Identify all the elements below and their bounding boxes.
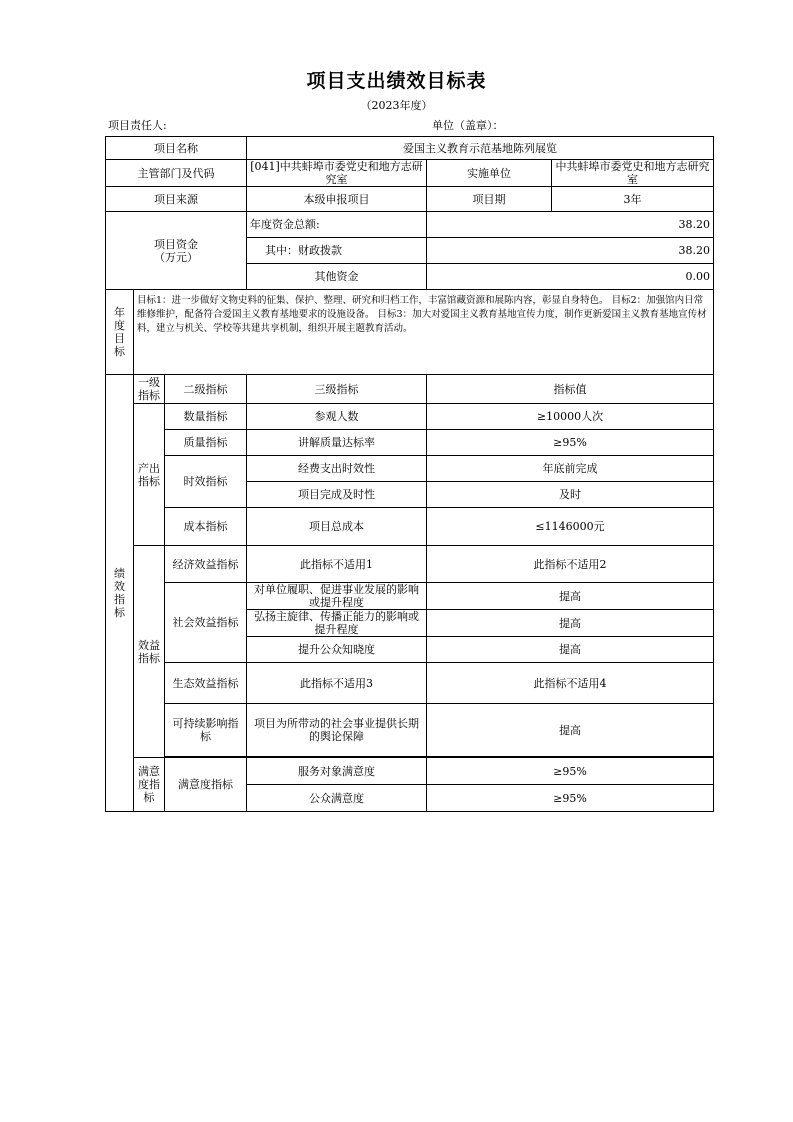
total-cost-name: 项目总成本 [247,508,427,546]
satisfaction-indicator-label: 满意度指标 [165,758,247,812]
performance-table [105,136,714,812]
source-label: 项目来源 [106,187,247,212]
funds-fiscal-label: 其中：财政拨款 [247,238,427,264]
ecological-indicator-label: 生态效益指标 [165,663,247,704]
spending-timeliness-value: 年底前完成 [427,456,714,482]
unit-stamp-label: 单位（盖章）： [432,119,504,132]
period-label: 项目期 [427,187,552,212]
dept-label: 主管部门及代码 [106,160,247,187]
benefit-indicators-label: 效益 指标 [134,546,165,758]
service-satisfaction-value: ≥95% [427,758,714,785]
social-3-name: 提升公众知晓度 [247,637,427,663]
impl-label: 实施单位 [427,160,552,187]
funds-total-value: 38.20 [427,212,714,238]
completion-timeliness-name: 项目完成及时性 [247,482,427,508]
completion-timeliness-value: 及时 [427,482,714,508]
funds-label: 项目资金 （万元） [106,212,247,290]
service-satisfaction-name: 服务对象满意度 [247,758,427,785]
header-value: 指标值 [427,375,714,404]
social-2-value: 提高 [427,610,714,637]
source-value: 本级申报项目 [247,187,427,212]
visitors-value: ≥10000人次 [427,404,714,430]
header-level3: 三级指标 [247,375,427,404]
ecological-name: 此指标不适用3 [247,663,427,704]
funds-total-label: 年度资金总额: [247,212,427,238]
sustain-name: 项目为所带动的社会事业提供长期的舆论保障 [247,704,427,757]
header-level2: 二级指标 [165,375,247,404]
quality-rate-name: 讲解质量达标率 [247,430,427,456]
ecological-value: 此指标不适用4 [427,663,714,704]
sustain-indicator-label: 可持续影响指标 [165,704,247,757]
page-title: 项目支出绩效目标表 [306,70,487,92]
funds-fiscal-value: 38.20 [427,238,714,264]
annual-goal-label: 年度 目标 [106,290,134,375]
indicators-label: 绩 效 指 标 [106,375,134,812]
funds-other-label: 其他资金 [247,264,427,290]
annual-goal-text: 目标1：进一步做好文物史料的征集、保护、整理、研究和归档工作，丰富馆藏资源和展陈内容，彰显自身特色。 目标2：加强馆内日常维修维护，配备符合爱国主义教育基地要求的设施设备。 目标3：加大对爱国主义教育基地宣传力度，制作更新爱国主义教育基地宣传材料，建立与机关、学校等共建共享机制，组织开展主题教育活动。 [134,290,714,375]
responsible-label: 项目责任人: [108,119,167,132]
header-level1: 一级 指标 [134,375,165,404]
social-1-value: 提高 [427,583,714,610]
social-1-name: 对单位履职、促进事业发展的影响或提升程度 [247,583,427,610]
visitors-name: 参观人数 [247,404,427,430]
quantity-indicator-label: 数量指标 [165,404,247,430]
period-value: 3年 [552,187,714,212]
economic-name: 此指标不适用1 [247,546,427,583]
quality-indicator-label: 质量指标 [165,430,247,456]
social-indicator-label: 社会效益指标 [165,583,247,663]
sustain-value: 提高 [427,704,714,757]
cost-indicator-label: 成本指标 [165,508,247,546]
quality-rate-value: ≥95% [427,430,714,456]
funds-other-value: 0.00 [427,264,714,290]
timeliness-indicator-label: 时效指标 [165,456,247,508]
spending-timeliness-name: 经费支出时效性 [247,456,427,482]
output-indicators-label: 产出 指标 [134,404,165,546]
year-label: （2023年度） [360,99,433,112]
project-name-value: 爱国主义教育示范基地陈列展览 [247,137,714,160]
impl-value: 中共蚌埠市委党史和地方志研究室 [552,160,714,187]
satisfaction-indicators-label: 满意 度指 标 [134,758,165,812]
social-2-name: 弘扬主旋律、传播正能力的影响或提升程度 [247,610,427,637]
social-3-value: 提高 [427,637,714,663]
dept-value: [041]中共蚌埠市委党史和地方志研究室 [247,160,427,187]
economic-value: 此指标不适用2 [427,546,714,583]
public-satisfaction-name: 公众满意度 [247,785,427,812]
project-name-label: 项目名称 [106,137,247,160]
total-cost-value: ≤1146000元 [427,508,714,546]
public-satisfaction-value: ≥95% [427,785,714,812]
economic-indicator-label: 经济效益指标 [165,546,247,583]
